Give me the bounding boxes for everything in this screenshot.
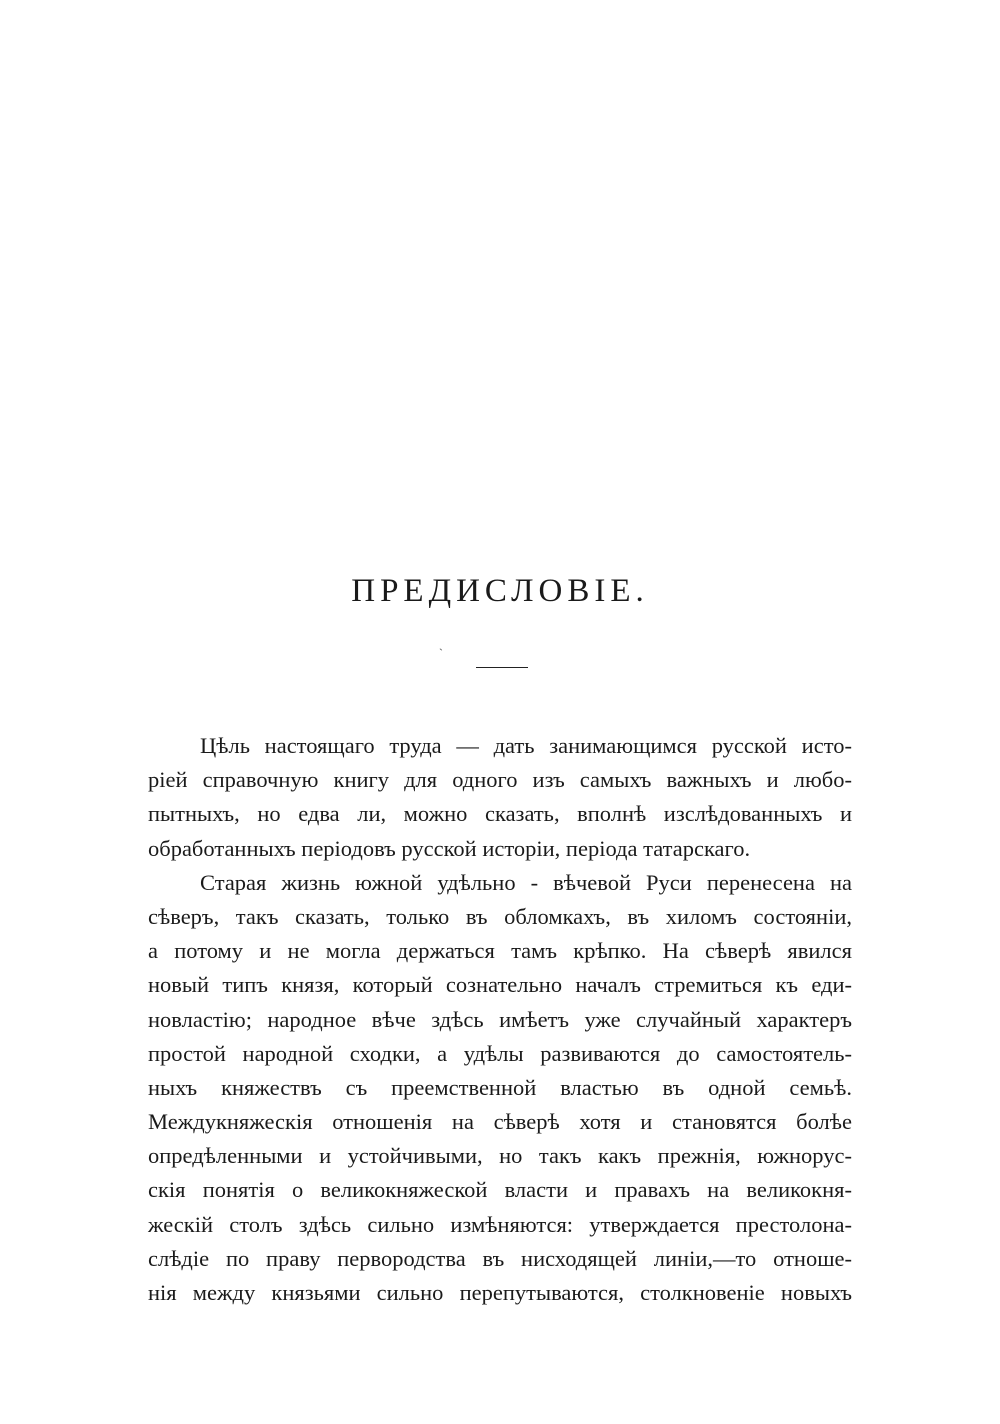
text-line: ріей справочную книгу для одного изъ самыхъ важныхъ и любо- [148,767,852,793]
text-line: Старая жизнь южной удѣльно - вѣчевой Руси перенесена на [200,869,852,895]
text-line: простой народной сходки, а удѣлы развиваются до самостоятель- [148,1040,852,1066]
preface-text [148,729,852,1310]
page-title: ПРЕДИСЛОВІЕ. [351,573,649,609]
text-line: опредѣленными и устойчивыми, но такъ какъ прежнія, южнорус- [148,1143,852,1169]
text-line: пытныхъ, но едва ли, можно сказать, вполнѣ изслѣдованныхъ и [148,801,852,827]
text-line: сѣверъ, такъ сказать, только въ обломкахъ, въ хиломъ состояніи, [148,903,852,929]
text-line: жескій столъ здѣсь сильно измѣняются: утверждается престолона- [148,1211,852,1237]
stray-mark: ` [439,646,443,660]
text-line: Цѣль настоящаго труда — дать занимающимся русской исто- [200,733,852,758]
text-line: а потому и не могла держаться тамъ крѣпко. На сѣверѣ явился [148,938,852,964]
text-line: новый типъ князя, который сознательно началъ стремиться къ еди- [148,972,852,998]
text-line: новластію; народное вѣче здѣсь имѣетъ уже случайный характеръ [148,1006,852,1032]
text-line: Междукняжескія отношенія на сѣверѣ хотя и становятся болѣе [148,1109,852,1135]
text-line: обработанныхъ періодовъ русской исторіи, періода татарскаго. [148,835,751,861]
title-divider [476,667,528,668]
text-line: ныхъ княжествъ съ преемственной властью въ одной семьѣ. [148,1074,852,1100]
text-line: скія понятія о великокняжеской власти и правахъ на великокня- [148,1177,852,1203]
text-line: нія между князьями сильно перепутываются, столкновеніе новыхъ [148,1280,852,1305]
text-line: слѣдіе по праву первородства въ нисходящей линіи,—то отноше- [148,1245,852,1271]
